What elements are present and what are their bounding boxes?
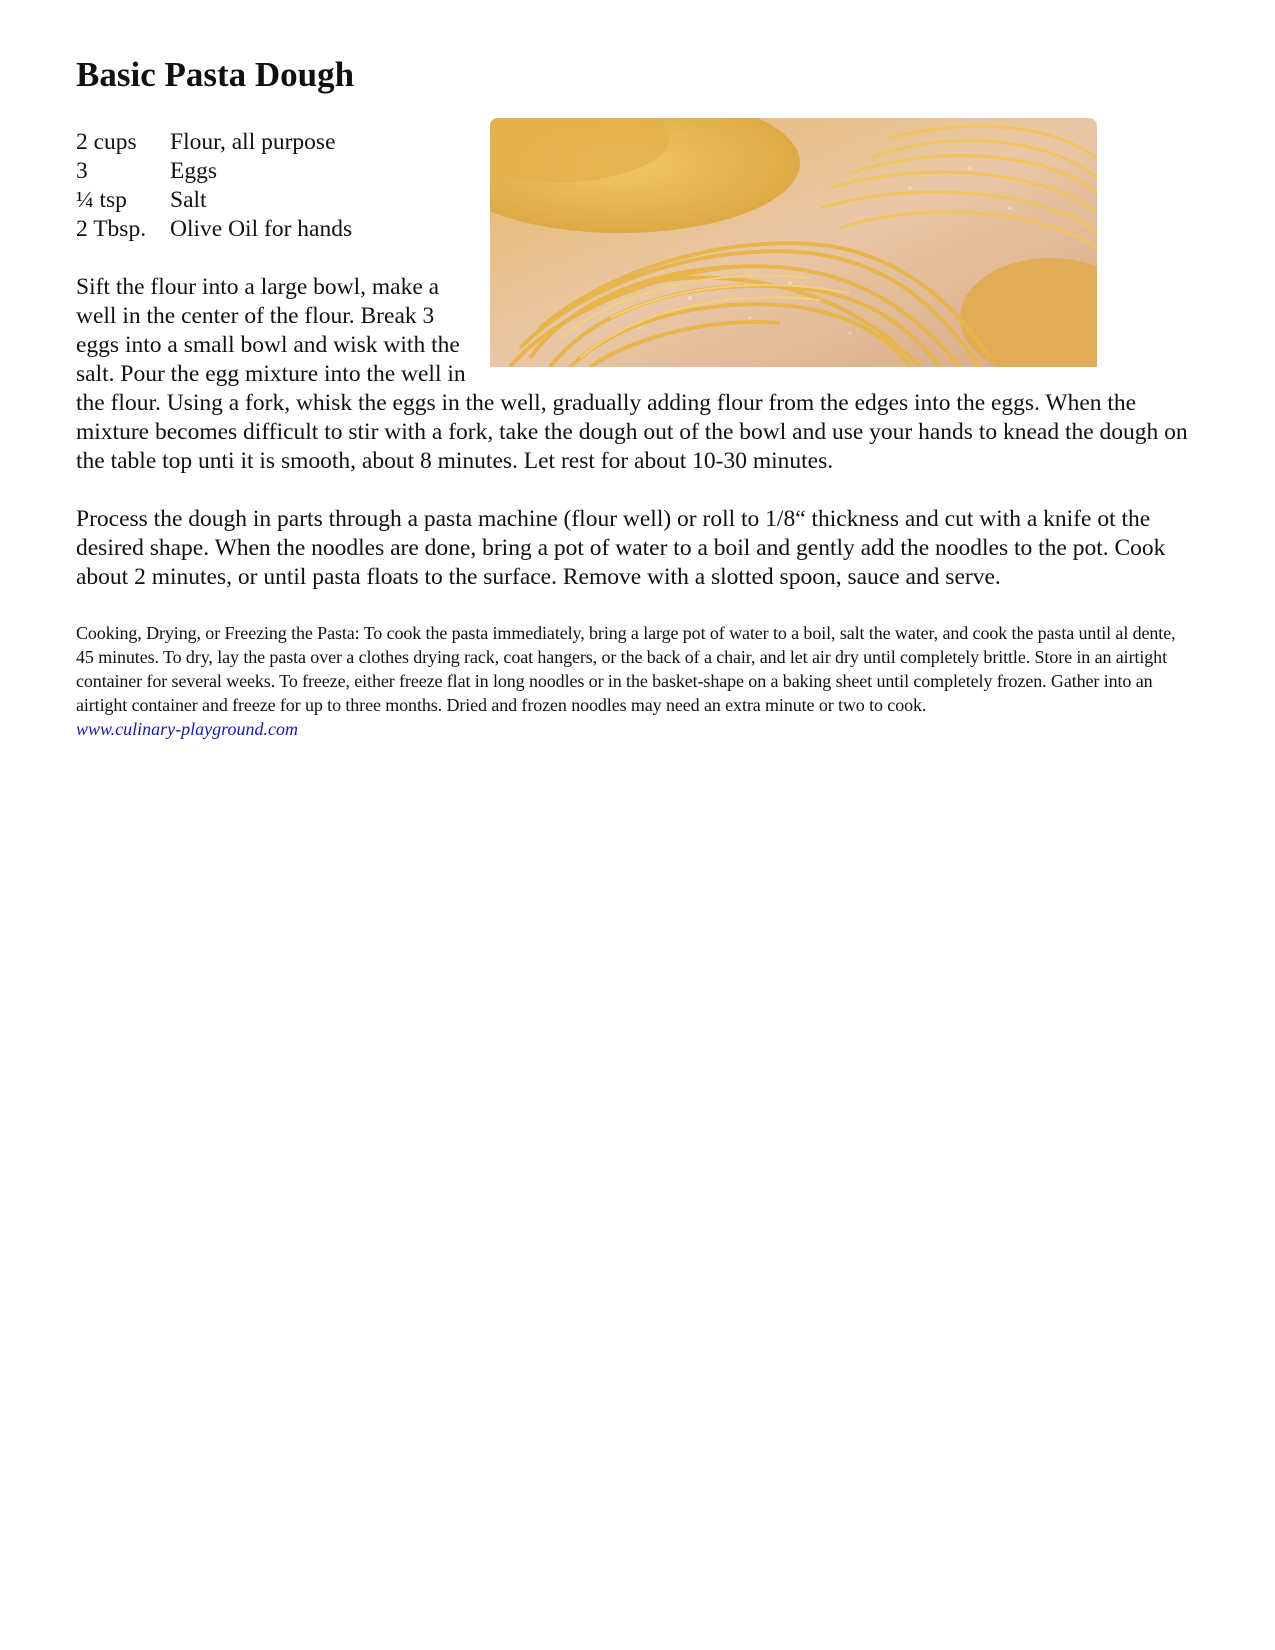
- ingredient-name: Olive Oil for hands: [170, 216, 353, 242]
- ingredient-row: [76, 215, 466, 244]
- ingredient-row: [76, 128, 466, 157]
- instructions-paragraph-2: Process the dough in parts through a pasta machine (flour well) or roll to 1/8“ thickness and cut with a knife ot the desired shape. When the noodles are done, bring a pot of water to a boil and gently add the noodles to the pot. Cook about 2 minutes, or until pasta floats to the surface. Remove with a slotted spoon, sauce and serve.: [76, 506, 1166, 590]
- ingredient-quantity: 2 Tbsp.: [76, 216, 147, 242]
- ingredient-row: [76, 157, 466, 186]
- ingredient-name: Flour, all purpose: [170, 129, 336, 155]
- ingredient-name: Salt: [170, 187, 207, 213]
- ingredient-quantity: 2 cups: [76, 129, 137, 155]
- pasta-photo: [490, 118, 1097, 367]
- recipe-page: [76, 52, 1196, 741]
- ingredient-name: Eggs: [170, 158, 217, 184]
- website-link[interactable]: www.culinary-playground.com: [76, 719, 298, 739]
- ingredient-quantity: 3: [76, 158, 88, 184]
- storage-note: Cooking, Drying, or Freezing the Pasta: To cook the pasta immediately, bring a large pot of water to a boil, salt the water, and cook the pasta until al dente, 45 minutes. To dry, lay the pasta over a clothes drying rack, coat hangers, or the back of a chair, and let air dry until completely brittle. Store in an airtight container for several weeks. To freeze, either freeze flat in long noodles or in the basket-shape on a baking sheet until completely frozen. Gather into an airtight container and freeze for up to three months. Dried and frozen noodles may need an extra minute or two to cook.: [76, 623, 1176, 715]
- ingredient-row: [76, 186, 466, 215]
- recipe-title: Basic Pasta Dough: [76, 55, 355, 94]
- instructions-paragraph-1: Sift the flour into a large bowl, make a well in the center of the flour. Break 3 eggs into a small bowl and wisk with the salt. Pour the egg mixture into the well in the flour. Using a fork, whisk the eggs in the well, gradually adding flour from the edges into the eggs. When the mixture becomes difficult to stir with a fork, take the dough out of the bowl and use your hands to knead the dough on the table top unti it is smooth, about 8 minutes. Let rest for about 10-30 minutes.: [76, 274, 1188, 474]
- ingredient-quantity: ¼ tsp: [76, 187, 127, 213]
